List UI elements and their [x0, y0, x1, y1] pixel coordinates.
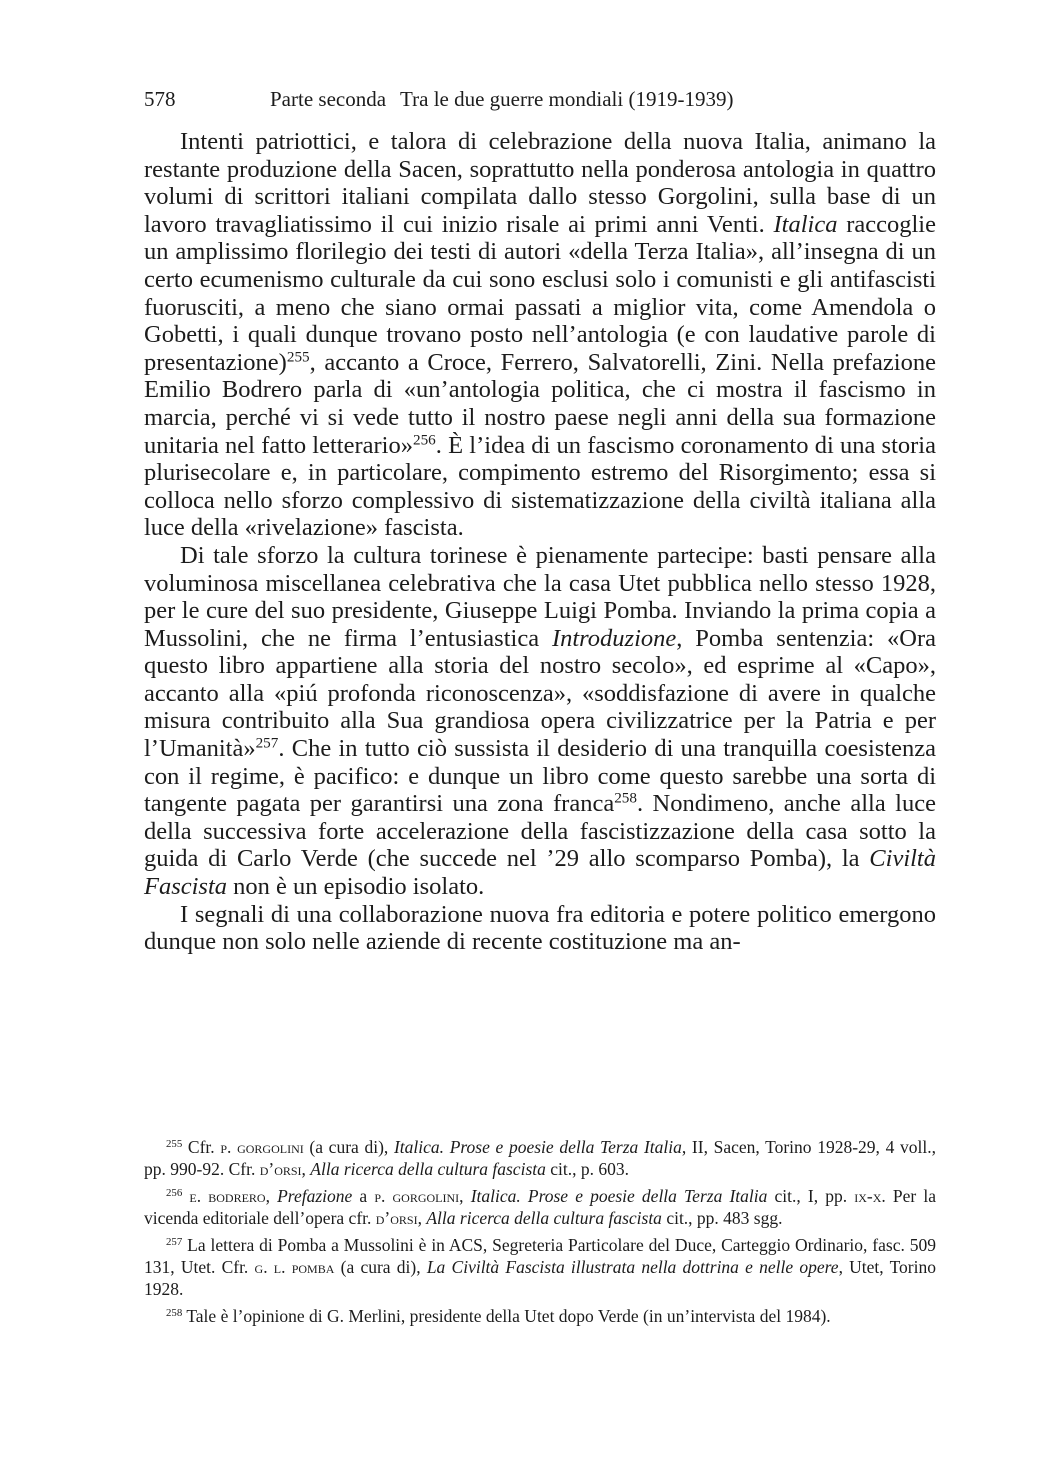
footnote-number: 255: [166, 1138, 183, 1151]
author-name: p. gorgolini: [374, 1185, 460, 1206]
text-run: ,: [265, 1185, 278, 1206]
text-run: cit., I, pp.: [767, 1185, 855, 1206]
text-run: (a cura di),: [303, 1137, 394, 1157]
section-title: Tra le due guerre mondiali (1919-1939): [400, 87, 734, 111]
footnote-number: 256: [166, 1186, 183, 1199]
text-run: . Nondimeno, anche alla luce della successiva forte accelerazione della fascistizzazione della casa sotto la guida di Carlo Verde (che succede nel ’29 allo scomparso Pomba), la: [144, 790, 936, 873]
main-text: [144, 128, 936, 956]
footnote-number: 258: [166, 1306, 183, 1319]
work-title: Alla ricerca della cultura fascista: [310, 1159, 546, 1180]
work-title: Alla ricerca della cultura fascista: [426, 1208, 662, 1229]
text-run: ,: [417, 1208, 427, 1229]
text-run: cit., pp. 483 sgg.: [661, 1208, 783, 1229]
footnote-number: 257: [166, 1235, 183, 1248]
paragraph-3: [144, 901, 936, 956]
title-civilta-fascista: Civiltà Fascista: [144, 845, 936, 901]
footnotes: [144, 1136, 936, 1331]
footnote-255: [144, 1136, 936, 1181]
footnote-257: [144, 1234, 936, 1301]
work-title: Italica. Prose e poesie della Terza Italia: [470, 1185, 768, 1206]
text-run: , accanto a Croce, Ferrero, Salvatorelli, Zini. Nella prefazione Emilio Bodrero parla di «un’antologia politica, che ci mostra il fascismo in marcia, perché vi si vede tutto il nostro paese negli anni della sua formazione unitaria nel fatto letterario»: [144, 348, 936, 459]
part-title: Parte seconda: [270, 87, 387, 111]
footnote-ref-255: 255: [286, 348, 310, 366]
page-number: 578: [144, 87, 176, 111]
text-run: (a cura di),: [334, 1257, 427, 1278]
footnote-256: [144, 1185, 936, 1230]
text-run: . È l’idea di un fascismo coronamento di una storia plurisecolare e, in particolare, compimento estremo del Risorgimento; essa si colloca nello sforzo complessivo di sistematizzazione della civiltà italiana alla luce della «rivelazione» fascista.: [144, 431, 936, 542]
title-italica: Italica: [773, 210, 838, 238]
text-run: , Pomba sentenzia: «Ora questo libro appartiene alla storia del nostro secolo», ed esprime al «Capo», accanto alla «piú profonda riconoscenza», «soddisfazione di avere in qualche misura contribuito alla Sua grandiosa opera civilizzatrice per la Patria e per l’Umanità»: [144, 624, 936, 763]
text-run: non è un episodio isolato.: [227, 873, 485, 901]
text-run: cit., p. 603.: [545, 1159, 629, 1180]
page-range: ix-x: [854, 1185, 882, 1206]
footnote-ref-257: 257: [255, 734, 279, 752]
author-name: e. bodrero: [189, 1185, 266, 1206]
text-run: . Che in tutto ciò sussista il desiderio di una tranquilla coesistenza con il regime, è pacifico: e dunque un libro come questo sarebbe una sorta di tangente pagata per garantirsi una zona franca: [144, 735, 936, 818]
author-name: g. l. pomba: [254, 1257, 335, 1278]
author-name: d’orsi: [259, 1159, 302, 1180]
text-run: , II, Sacen, Torino 1928-29, 4 voll., pp. 990-92. Cfr.: [144, 1137, 936, 1180]
paragraph-2: [144, 542, 936, 901]
footnote-258: [144, 1305, 936, 1327]
text-run: ,: [459, 1185, 471, 1206]
footnote-ref-256: 256: [412, 431, 436, 449]
text-run: . Per la vicenda editoriale dell’opera cfr.: [144, 1185, 936, 1229]
text-run: I segnali di una collaborazione nuova fra editoria e potere politico emergono dunque non solo nelle aziende di recente costituzione ma an-: [144, 900, 936, 956]
work-title: Prefazione: [277, 1185, 353, 1206]
running-title: [270, 84, 733, 114]
text-run: Cfr.: [182, 1137, 221, 1157]
footnote-ref-258: 258: [614, 789, 637, 807]
author-name: p. gorgolini: [220, 1137, 304, 1157]
work-title: Italica. Prose e poesie della Terza Italia: [393, 1137, 682, 1157]
text-run: La lettera di Pomba a Mussolini è in ACS, Segreteria Particolare del Duce, Carteggio Ordinario, fasc. 509 131, Utet. Cfr.: [144, 1234, 936, 1278]
text-run: raccoglie un amplissimo florilegio dei testi di autori «della Terza Italia», all’insegna di un certo ecumenismo culturale da cui sono esclusi solo i comunisti e gli antifascisti fuorusciti, a meno che siano ormai passati a miglior vita, come Amendola o Gobetti, i quali dunque trovano posto nell’antologia (e con laudative parole di presentazione): [144, 210, 936, 376]
text-run: , Utet, Torino 1928.: [144, 1257, 936, 1300]
author-name: d’orsi: [375, 1208, 418, 1229]
text-run: Intenti patriottici, e talora di celebrazione della nuova Italia, animano la restante produzione della Sacen, soprattutto nella ponderosa antologia in quattro volumi di scrittori italiani compilata dallo stesso Gorgolini, sulla base di un lavoro travagliatissimo il cui inizio risale ai primi anni Venti.: [144, 128, 936, 238]
title-introduzione: Introduzione: [551, 624, 677, 652]
text-run: a: [352, 1185, 375, 1206]
work-title: La Civiltà Fascista illustrata nella dottrina e nelle opere: [426, 1257, 839, 1278]
text-run: Di tale sforzo la cultura torinese è pienamente partecipe: basti pensare alla voluminosa miscellanea celebrativa che la casa Utet pubblica nello stesso 1928, per le cure del suo presidente, Giuseppe Luigi Pomba. Inviando la prima copia a Mussolini, che ne firma l’entusiastica: [144, 541, 936, 652]
running-header: [144, 84, 944, 114]
text-run: ,: [301, 1159, 311, 1180]
paragraph-1: [144, 128, 936, 542]
text-run: Tale è l’opinione di G. Merlini, presidente della Utet dopo Verde (in un’intervista del 1984).: [182, 1305, 831, 1326]
